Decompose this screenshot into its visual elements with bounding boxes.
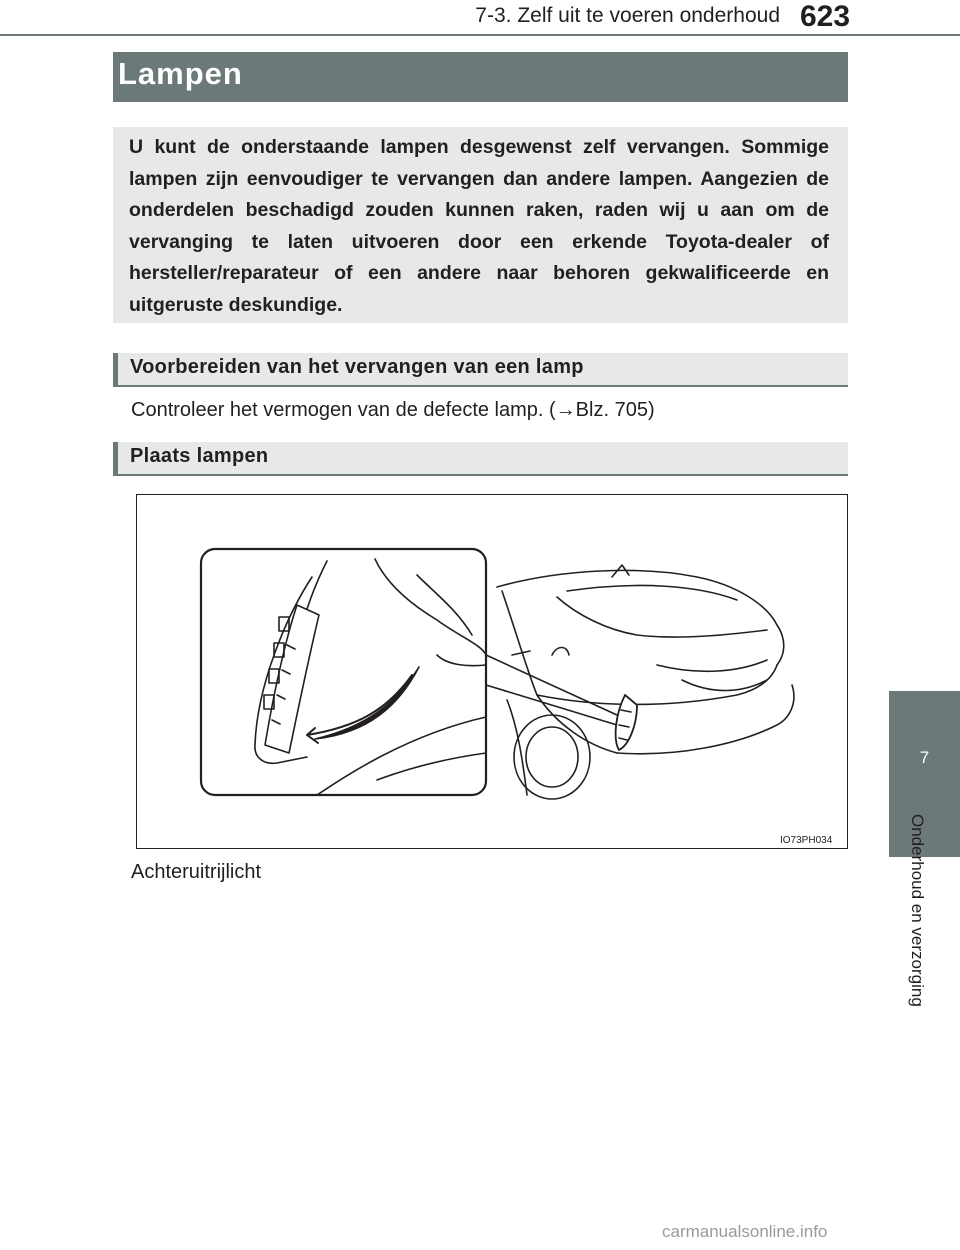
subheading-lamp-locations	[113, 442, 848, 476]
subheading-bar	[113, 442, 118, 474]
subheading-bar	[113, 353, 118, 385]
lamp-location-figure	[136, 494, 848, 849]
figure-caption: Achteruitrijlicht	[131, 861, 262, 883]
page-number: 623	[800, 0, 851, 33]
subheading-preparation	[113, 353, 848, 387]
subheading-text: Voorbereiden van het vervangen van een lamp	[130, 356, 584, 378]
subheading-text: Plaats lampen	[130, 445, 269, 467]
preparation-text: Controleer het vermogen van de defecte lamp. (→Blz. 705)	[131, 399, 655, 421]
figure-code: IO73PH034	[780, 835, 833, 846]
page-title: Lampen	[118, 56, 243, 91]
section-title: 7-3. Zelf uit te voeren onderhoud	[475, 4, 780, 27]
chapter-title: Onderhoud en verzorging	[908, 814, 927, 1007]
car-rear-illustration	[137, 495, 847, 848]
intro-text: U kunt de onderstaande lampen desgewenst zelf vervangen. Sommige lampen zijn eenvoudiger te vervangen dan andere lampen. Aangezien de onderdelen beschadigd zouden kunnen raken, raden wij u aan om de vervanging te laten uitvoeren door een erkende Toyota-dealer of hersteller/reparateur of een andere naar behoren gekwalificeerde en uitgeruste deskundige.	[129, 136, 829, 316]
header-rule	[0, 34, 960, 36]
watermark: carmanualsonline.info	[662, 1222, 828, 1241]
chapter-number: 7	[919, 748, 930, 767]
